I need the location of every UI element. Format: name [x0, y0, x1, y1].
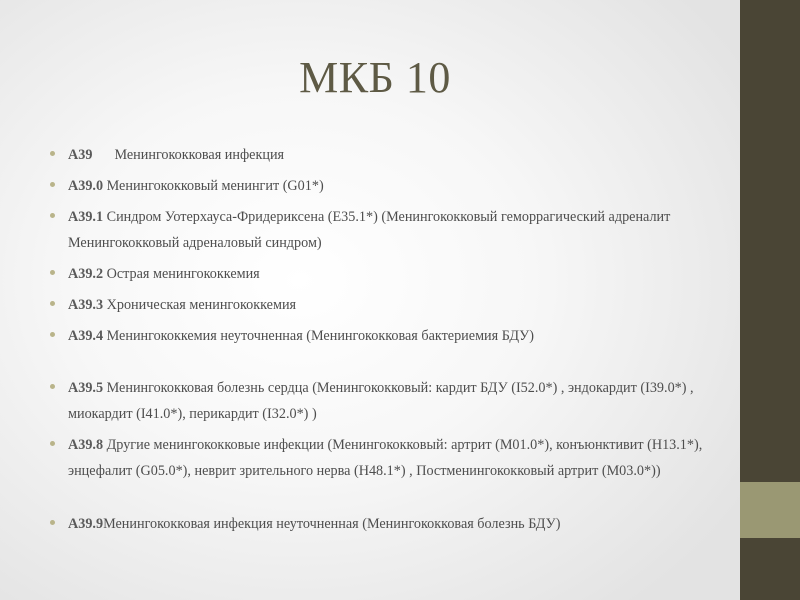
icd-description: Острая менингококкемия [103, 266, 260, 282]
icd-code: А39.5 [68, 380, 104, 396]
list-item-a39-2 [50, 261, 710, 287]
bullet-icon [50, 213, 55, 218]
icd-code: А39.0 [68, 178, 104, 194]
bullet-icon [50, 151, 55, 156]
bullet-icon [50, 384, 55, 389]
icd-description: Другие менингококковые инфекции (Менингококковый: артрит (M01.0*), конъюнктивит (H13.1*), энцефалит (G05.0*), неврит зрительного нерва (H48.1*) , Постменингококковый артрит (M03.0*)) [68, 437, 703, 479]
bullet-icon [50, 182, 55, 187]
icd-code: А39.3 [68, 297, 104, 313]
bullet-icon [50, 332, 55, 337]
list-item-a39-0 [50, 173, 710, 199]
list-item-a39-5 [50, 375, 710, 427]
bullet-icon [50, 441, 55, 446]
icd-description: Менингококковый менингит (G01*) [103, 178, 324, 194]
icd-code: А39.9 [68, 516, 104, 532]
slide-title: МКБ 10 [299, 53, 451, 102]
bullet-icon [50, 520, 55, 525]
icd-description: Менингококковая инфекция неуточненная (Менингококковая болезнь БДУ) [103, 516, 561, 532]
icd-description: Менингококковая инфекция [114, 147, 285, 163]
sidebar-accent-block [740, 482, 800, 538]
list-item-a39-9 [50, 511, 710, 537]
list-item-a39-8 [50, 432, 710, 484]
icd-code: А39.8 [68, 437, 104, 453]
icd-description: Хроническая менингококкемия [103, 297, 297, 313]
bullet-icon [50, 270, 55, 275]
list-item-a39 [50, 142, 710, 168]
list-item-a39-1 [50, 204, 710, 256]
list-item-a39-4 [50, 323, 710, 349]
icd-code: А39.1 [68, 209, 104, 225]
icd-code: А39.4 [68, 328, 104, 344]
icd-code: А39.2 [68, 266, 104, 282]
list-item-a39-3 [50, 292, 710, 318]
icd-code-list [50, 142, 710, 542]
icd-description: Менингококковая болезнь сердца (Менингококковый: кардит БДУ (I52.0*) , эндокардит (I39.0*) , миокардит (I41.0*), перикардит (I32.0*) ) [68, 380, 694, 422]
icd-description: Менингококкемия неуточненная (Менингококковая бактериемия БДУ) [103, 328, 534, 344]
bullet-icon [50, 301, 55, 306]
icd-description: Синдром Уотерхауса-Фридериксена (E35.1*) (Менингококковый геморрагический адреналит Менингококковый адреналовый синдром) [68, 209, 671, 251]
icd-code: А39 [68, 147, 93, 163]
